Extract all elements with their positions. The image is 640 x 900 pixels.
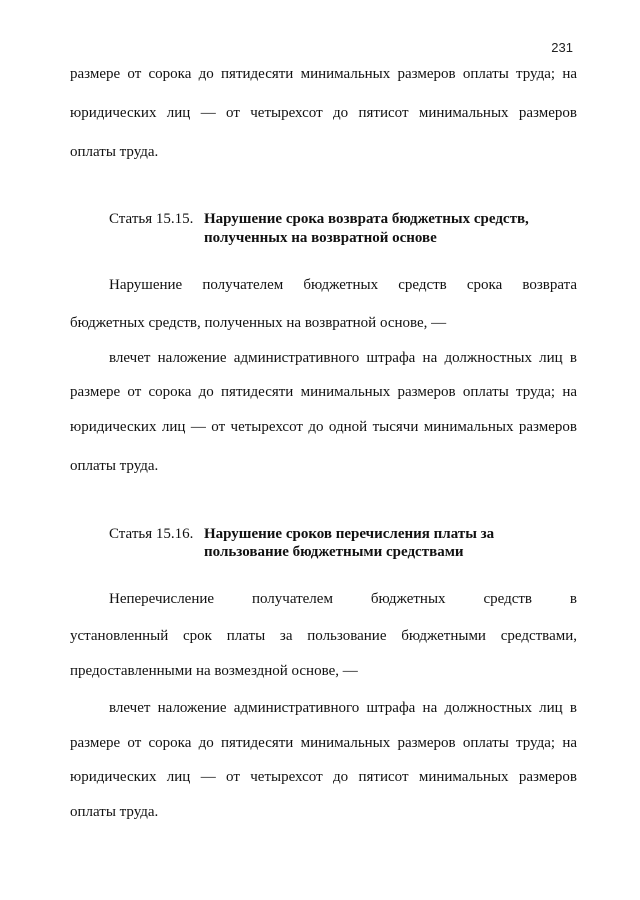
- article-1516-line-5: размере от сорока до пятидесяти минимальных размеров оплаты труда; на: [70, 735, 577, 751]
- article-1515-line-1: Нарушение получателем бюджетных средств срока возврата: [109, 277, 577, 293]
- article-1516-line-2: установленный срок платы за пользование бюджетными средствами,: [70, 628, 577, 644]
- article-1515-heading: [109, 210, 529, 228]
- article-1515-line-2: бюджетных средств, полученных на возвратной основе, —: [70, 315, 447, 331]
- intro-line-3: оплаты труда.: [70, 144, 159, 160]
- article-1516-line-6: юридических лиц — от четырехсот до пятисот минимальных размеров: [70, 769, 577, 785]
- article-1515-title-line2: полученных на возвратной основе: [204, 230, 437, 246]
- article-1516-label: Статья 15.16.: [109, 526, 194, 542]
- article-1516-line-4: влечет наложение административного штрафа на должностных лиц в: [109, 700, 577, 716]
- article-1515-line-4: размере от сорока до пятидесяти минимальных размеров оплаты труда; на: [70, 384, 577, 400]
- page-number: 231: [551, 40, 573, 55]
- article-1516-heading: [109, 525, 494, 543]
- article-1516-line-3: предоставленными на возмездной основе, —: [70, 663, 358, 679]
- article-1515-title-line1: Нарушение срока возврата бюджетных средств,: [204, 211, 529, 227]
- intro-line-2: юридических лиц — от четырехсот до пятисот минимальных размеров: [70, 105, 577, 121]
- article-1516-line-7: оплаты труда.: [70, 804, 159, 820]
- article-1515-line-3: влечет наложение административного штрафа на должностных лиц в: [109, 350, 577, 366]
- article-1516-line-1: Неперечисление получателем бюджетных средств в: [109, 591, 577, 607]
- article-1515-label: Статья 15.15.: [109, 211, 194, 227]
- article-1516-title-line2: пользование бюджетными средствами: [204, 544, 464, 560]
- intro-line-1: размере от сорока до пятидесяти минимальных размеров оплаты труда; на: [70, 66, 577, 82]
- article-1515-line-6: оплаты труда.: [70, 458, 159, 474]
- article-1516-title-line1: Нарушение сроков перечисления платы за: [204, 526, 495, 542]
- article-1515-line-5: юридических лиц — от четырехсот до одной тысячи минимальных размеров: [70, 419, 577, 435]
